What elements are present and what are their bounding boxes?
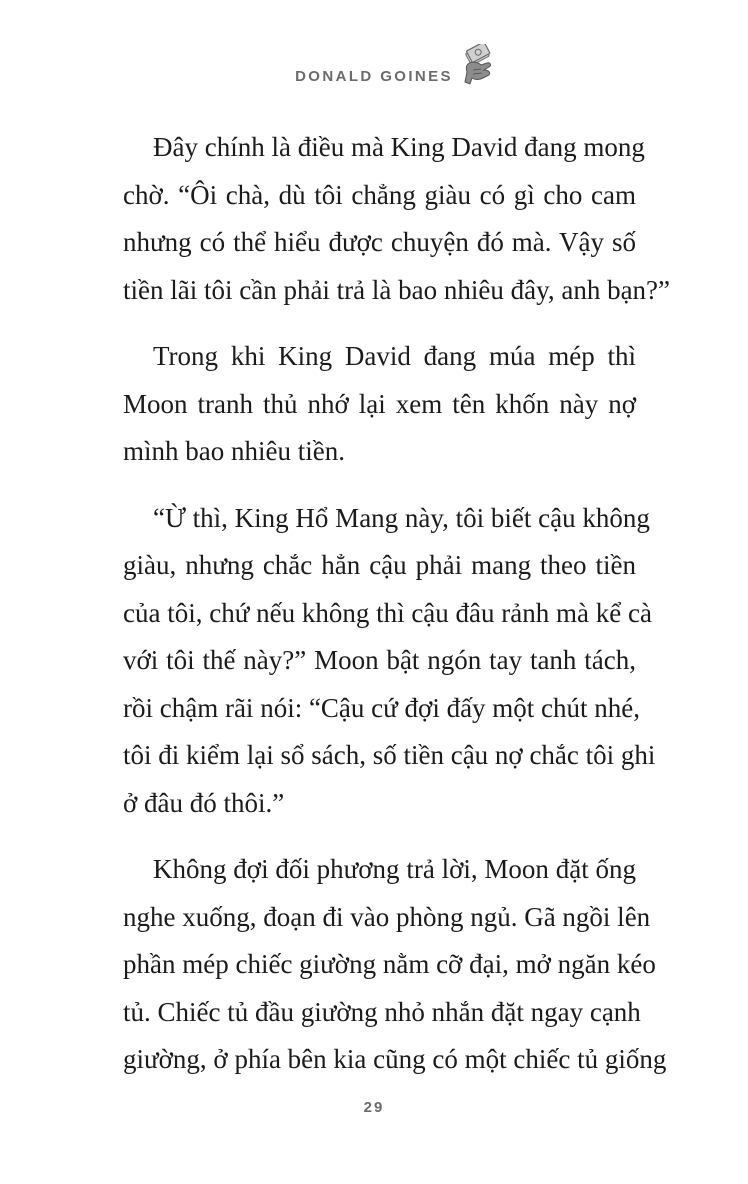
text-line: ở đâu đó thôi.” (123, 787, 285, 818)
text-line: giàu, nhưng chắc hẳn cậu phải mang theo tiền (123, 550, 636, 580)
text-line: nghe xuống, đoạn đi vào phòng ngủ. Gã ngồi lên (123, 901, 651, 932)
paragraph (123, 333, 636, 476)
text-line: với tôi thế này?” Moon bật ngón tay tanh tách, (123, 645, 636, 675)
paragraph (123, 846, 667, 1084)
hand-holding-cash-icon (462, 44, 496, 88)
paragraph (123, 495, 656, 828)
text-line: tôi đi kiểm lại sổ sách, số tiền cậu nợ chắc tôi ghi (123, 740, 656, 770)
text-line: mình bao nhiêu tiền. (123, 436, 345, 466)
text-line: giường, ở phía bên kia cũng có một chiếc tủ giống (123, 1044, 667, 1074)
text-line: tủ. Chiếc tủ đầu giường nhỏ nhắn đặt ngay cạnh (123, 996, 641, 1027)
author-name: DONALD GOINES (295, 68, 453, 85)
text-line: chờ. “Ôi chà, dù tôi chẳng giàu có gì cho cam (123, 179, 636, 210)
text-line: phần mép chiếc giường nằm cỡ đại, mở ngăn kéo (123, 949, 656, 979)
text-line: rồi chậm rãi nói: “Cậu cứ đợi đấy một chút nhé, (123, 692, 641, 723)
body-text (123, 124, 671, 1103)
running-header (0, 44, 748, 96)
text-line: tiền lãi tôi cần phải trả là bao nhiêu đây, anh bạn?” (123, 274, 671, 305)
paragraph (123, 124, 671, 314)
text-line: “Ừ thì, King Hổ Mang này, tôi biết cậu không (153, 502, 650, 533)
text-line: của tôi, chứ nếu không thì cậu đâu rảnh mà kể cà (123, 597, 652, 628)
text-line: Trong khi King David đang múa mép thì (153, 341, 636, 371)
text-line: Đây chính là điều mà King David đang mong (153, 132, 645, 162)
page-number: 29 (363, 1099, 385, 1116)
text-line: nhưng có thể hiểu được chuyện đó mà. Vậy số (123, 227, 636, 257)
text-line: Không đợi đối phương trả lời, Moon đặt ống (153, 854, 636, 884)
text-line: Moon tranh thủ nhớ lại xem tên khốn này nợ (123, 388, 636, 419)
